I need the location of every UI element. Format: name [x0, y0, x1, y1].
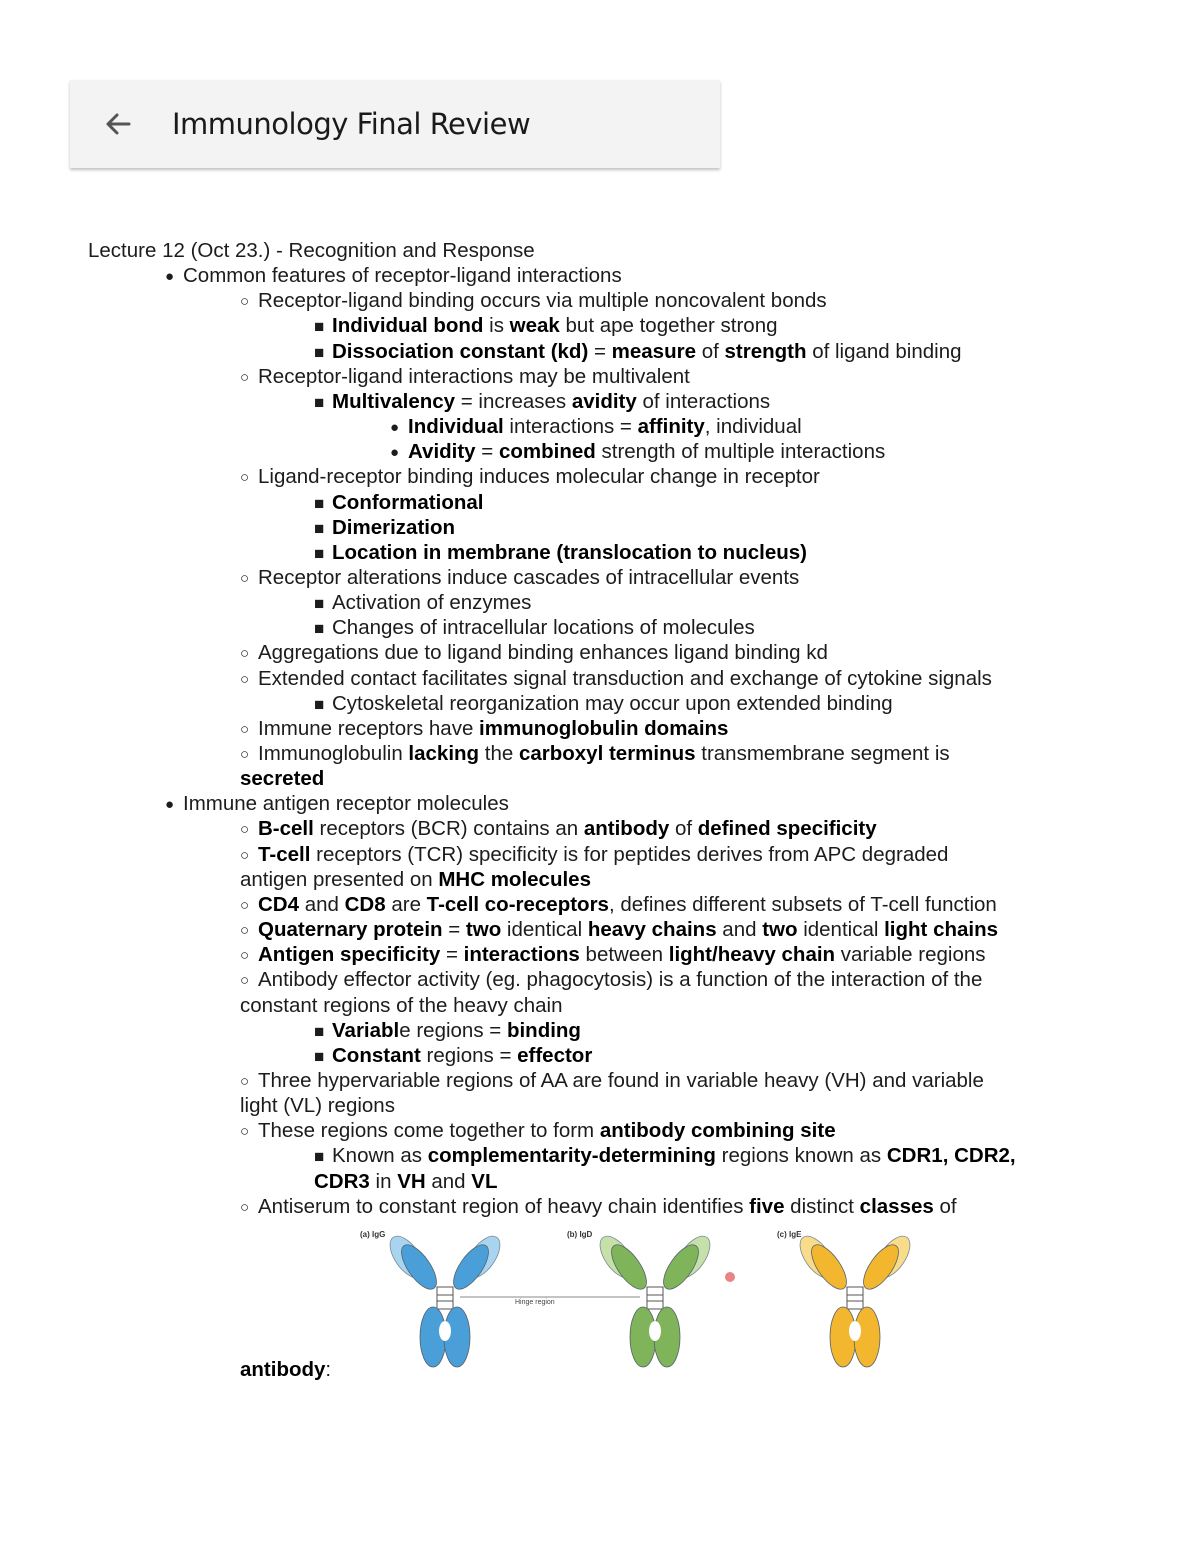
- text: receptors (BCR) contains an: [313, 817, 584, 841]
- doc-line: [240, 1118, 836, 1145]
- bullet-marker: ○: [240, 972, 250, 990]
- doc-line: [240, 816, 877, 843]
- text: Receptor-ligand binding occurs via multiple noncovalent bonds: [258, 289, 827, 313]
- doc-line: [240, 766, 324, 791]
- bullet-marker: ○: [240, 947, 250, 965]
- figure-label-igg: (a) IgG: [360, 1230, 386, 1239]
- doc-line: [88, 238, 535, 263]
- tail-line: antibody:: [240, 1358, 332, 1381]
- doc-line: [240, 1093, 395, 1118]
- bold-text: CDR1, CDR2,: [886, 1144, 1016, 1168]
- text: is: [483, 314, 510, 338]
- bullet-marker: ■: [314, 392, 325, 412]
- bold-text: Individual: [408, 415, 504, 439]
- bullet-marker: ○: [240, 1123, 250, 1141]
- doc-line: [240, 917, 998, 944]
- bullet-marker: ■: [314, 317, 325, 337]
- bold-text: CD8: [344, 892, 386, 916]
- bullet-marker: ○: [240, 821, 250, 839]
- text: , individual: [704, 415, 802, 439]
- bullet-marker: ○: [240, 569, 250, 587]
- doc-line: [314, 490, 483, 516]
- text: Immunoglobulin: [258, 742, 409, 765]
- text: Known as: [332, 1144, 428, 1168]
- bold-text: strength: [724, 339, 807, 363]
- bold-text: Location in membrane (translocation to nucleus): [332, 540, 807, 564]
- doc-line: [314, 1143, 1016, 1169]
- bold-text: avidity: [571, 389, 637, 413]
- bullet-marker: ■: [314, 518, 325, 538]
- text: =: [440, 943, 464, 967]
- bold-text: VH: [397, 1169, 426, 1193]
- igd-fc-gap: [649, 1321, 661, 1341]
- text: variable regions: [835, 943, 986, 967]
- bold-text: effector: [517, 1043, 593, 1067]
- bold-text: five: [749, 1194, 785, 1218]
- bullet-marker: ■: [314, 543, 325, 563]
- doc-line: [314, 540, 807, 566]
- doc-line: [240, 464, 820, 491]
- bullet-marker: ○: [240, 670, 250, 688]
- doc-line: [314, 313, 778, 339]
- text: Antiserum to constant region of heavy chain identifies: [258, 1194, 750, 1218]
- bold-text: binding: [506, 1018, 581, 1042]
- bold-text: heavy chains: [587, 918, 717, 942]
- bold-text: Individual bond: [332, 314, 484, 338]
- text: antigen presented on: [240, 867, 439, 891]
- bullet-marker: ●: [165, 268, 175, 286]
- bold-text: VL: [471, 1169, 498, 1193]
- bold-text: affinity: [637, 415, 705, 439]
- doc-line: [240, 565, 799, 592]
- bold-text: B-cell: [258, 817, 314, 841]
- text: but ape together strong: [559, 314, 778, 338]
- text: in: [369, 1169, 398, 1193]
- doc-line: [314, 515, 455, 541]
- text: Lecture 12 (Oct 23.) - Recognition and Response: [88, 239, 535, 262]
- bold-text: weak: [509, 314, 560, 338]
- text: These regions come together to form: [258, 1119, 600, 1143]
- text: regions =: [420, 1043, 518, 1067]
- text: Receptor-ligand interactions may be multivalent: [258, 364, 690, 388]
- doc-line: [240, 942, 986, 969]
- bold-text: Quaternary protein: [258, 918, 443, 942]
- bold-text: light chains: [884, 918, 999, 942]
- doc-line: [240, 1068, 984, 1095]
- doc-line: [240, 892, 997, 919]
- doc-line: [240, 364, 690, 391]
- bold-text: two: [465, 918, 502, 942]
- text: Ligand-receptor binding induces molecular change in receptor: [258, 465, 820, 489]
- page-title: Immunology Final Review: [172, 107, 531, 141]
- doc-line: [390, 439, 885, 466]
- text: of: [933, 1194, 957, 1218]
- bullet-marker: ●: [390, 419, 400, 437]
- bold-text: Antigen specificity: [258, 943, 441, 967]
- text: , defines different subsets of T-cell function: [608, 892, 997, 916]
- doc-line: [314, 691, 893, 717]
- figure-label-ige: (c) IgE: [777, 1230, 802, 1239]
- doc-line: [240, 288, 827, 315]
- text: the: [479, 742, 519, 765]
- bold-text: immunoglobulin domains: [479, 716, 729, 740]
- doc-line: [240, 640, 828, 667]
- bullet-marker: ■: [314, 1046, 325, 1066]
- text: Antibody effector activity (eg. phagocytosis) is a function of the interaction of the: [258, 968, 983, 992]
- doc-line: [314, 1043, 592, 1069]
- doc-line: [165, 791, 509, 818]
- bold-text: T-cell co-receptors: [426, 892, 609, 916]
- doc-line: [240, 967, 982, 994]
- bullet-marker: ○: [240, 293, 250, 311]
- bold-text: CD4: [258, 892, 300, 916]
- text: Receptor alterations induce cascades of intracellular events: [258, 565, 800, 589]
- bullet-marker: ■: [314, 1021, 325, 1041]
- ige-hinge: [847, 1287, 863, 1309]
- text: of interactions: [636, 389, 771, 413]
- doc-line: [240, 741, 950, 768]
- bold-text: classes: [859, 1194, 934, 1218]
- text: Common features of receptor-ligand interactions: [183, 264, 622, 288]
- bold-text: antibody combining site: [599, 1119, 836, 1143]
- arrow-left-icon[interactable]: [98, 104, 138, 144]
- bullet-marker: ○: [240, 1198, 250, 1216]
- bullet-marker: ●: [390, 444, 400, 462]
- text: Cytoskeletal reorganization may occur upon extended binding: [332, 691, 893, 715]
- doc-line: [314, 590, 531, 616]
- bullet-marker: ■: [314, 1147, 325, 1167]
- doc-line: [390, 414, 802, 441]
- bold-text: T-cell: [258, 842, 311, 866]
- bullet-marker: ■: [314, 619, 325, 639]
- ige-fc-gap: [849, 1321, 861, 1341]
- app-bar: [70, 80, 720, 168]
- igg-fc-gap: [439, 1321, 451, 1341]
- figure-label-igd: (b) IgD: [567, 1230, 593, 1239]
- bold-text: Variabl: [332, 1018, 400, 1042]
- igd-hinge: [647, 1287, 663, 1309]
- bullet-marker: ○: [240, 645, 250, 663]
- text: Immune antigen receptor molecules: [183, 792, 509, 816]
- text: transmembrane segment is: [695, 742, 950, 765]
- bold-text: MHC molecules: [438, 867, 591, 891]
- bullet-marker: ○: [240, 368, 250, 386]
- bullet-marker: ■: [314, 594, 325, 614]
- bullet-marker: ○: [240, 846, 250, 864]
- doc-line: [314, 1169, 497, 1194]
- bold-text: defined specificity: [697, 817, 877, 841]
- text: distinct: [784, 1194, 860, 1218]
- text: receptors (TCR) specificity is for peptides derives from APC degraded: [310, 842, 949, 866]
- bullet-marker: ■: [314, 342, 325, 362]
- text: Aggregations due to ligand binding enhances ligand binding kd: [258, 641, 828, 665]
- bold-text: interactions: [463, 943, 580, 967]
- bold-text: Dimerization: [332, 515, 456, 539]
- bold-text: combined: [498, 440, 596, 464]
- bold-text: Constant: [332, 1043, 421, 1067]
- text: Extended contact facilitates signal transduction and exchange of cytokine signals: [258, 666, 992, 690]
- text: constant regions of the heavy chain: [240, 993, 563, 1017]
- bold-text: lacking: [408, 742, 480, 765]
- doc-line: [240, 1194, 957, 1221]
- doc-line: [240, 666, 992, 693]
- bullet-marker: ○: [240, 896, 250, 914]
- hinge-label: Hinge region: [515, 1299, 555, 1306]
- text: =: [442, 918, 466, 942]
- bold-text: light/heavy chain: [668, 943, 836, 967]
- doc-line: [314, 389, 770, 415]
- bold-text: Conformational: [332, 490, 484, 514]
- bullet-marker: ■: [314, 493, 325, 513]
- bullet-marker: ○: [240, 469, 250, 487]
- doc-line: [314, 1018, 581, 1044]
- text: identical: [797, 918, 885, 942]
- bullet-marker: ○: [240, 746, 250, 763]
- bold-text: carboxyl terminus: [518, 742, 696, 765]
- doc-line: [240, 867, 591, 892]
- text: and: [299, 892, 345, 916]
- text: of ligand binding: [806, 339, 962, 363]
- text: and: [425, 1169, 472, 1193]
- bullet-marker: ○: [240, 922, 250, 940]
- doc-line: [240, 716, 728, 743]
- bold-text: two: [762, 918, 798, 942]
- text: and: [716, 918, 763, 942]
- bold-text: Dissociation constant (kd): [332, 339, 589, 363]
- bold-text: secreted: [240, 767, 325, 791]
- bold-text: complementarity-determining: [427, 1144, 716, 1168]
- doc-line: [314, 339, 962, 365]
- doc-line: [314, 615, 755, 641]
- text: e regions =: [399, 1018, 507, 1042]
- text: identical: [501, 918, 588, 942]
- bullet-marker: ●: [165, 796, 175, 814]
- bold-text: Avidity: [408, 440, 476, 464]
- text: Changes of intracellular locations of molecules: [332, 616, 755, 640]
- text: are: [385, 892, 427, 916]
- bullet-marker: ○: [240, 720, 250, 738]
- bullet-marker: ○: [240, 1072, 250, 1090]
- red-dot-mark: [725, 1272, 735, 1282]
- text: = increases: [455, 389, 572, 413]
- bold-text: measure: [611, 339, 696, 363]
- bullet-marker: ■: [314, 694, 325, 714]
- text: Three hypervariable regions of AA are found in variable heavy (VH) and variable: [258, 1068, 984, 1092]
- text: of: [669, 817, 698, 841]
- text: interactions =: [503, 415, 638, 439]
- bold-text: antibody: [583, 817, 670, 841]
- bold-text: Multivalency: [332, 389, 456, 413]
- bold-text: CDR3: [314, 1169, 370, 1193]
- text: between: [579, 943, 669, 967]
- text: Immune receptors have: [258, 716, 480, 740]
- text: regions known as: [715, 1144, 887, 1168]
- text: light (VL) regions: [240, 1094, 395, 1118]
- igg-hinge: [437, 1287, 453, 1309]
- doc-line: [240, 993, 563, 1018]
- text: strength of multiple interactions: [595, 440, 886, 464]
- text: Activation of enzymes: [332, 591, 532, 615]
- doc-line: [165, 263, 622, 290]
- doc-line: [240, 842, 948, 869]
- antibody-classes-figure: [355, 1225, 935, 1380]
- text: =: [475, 440, 499, 464]
- text: =: [588, 339, 612, 363]
- text: of: [696, 339, 725, 363]
